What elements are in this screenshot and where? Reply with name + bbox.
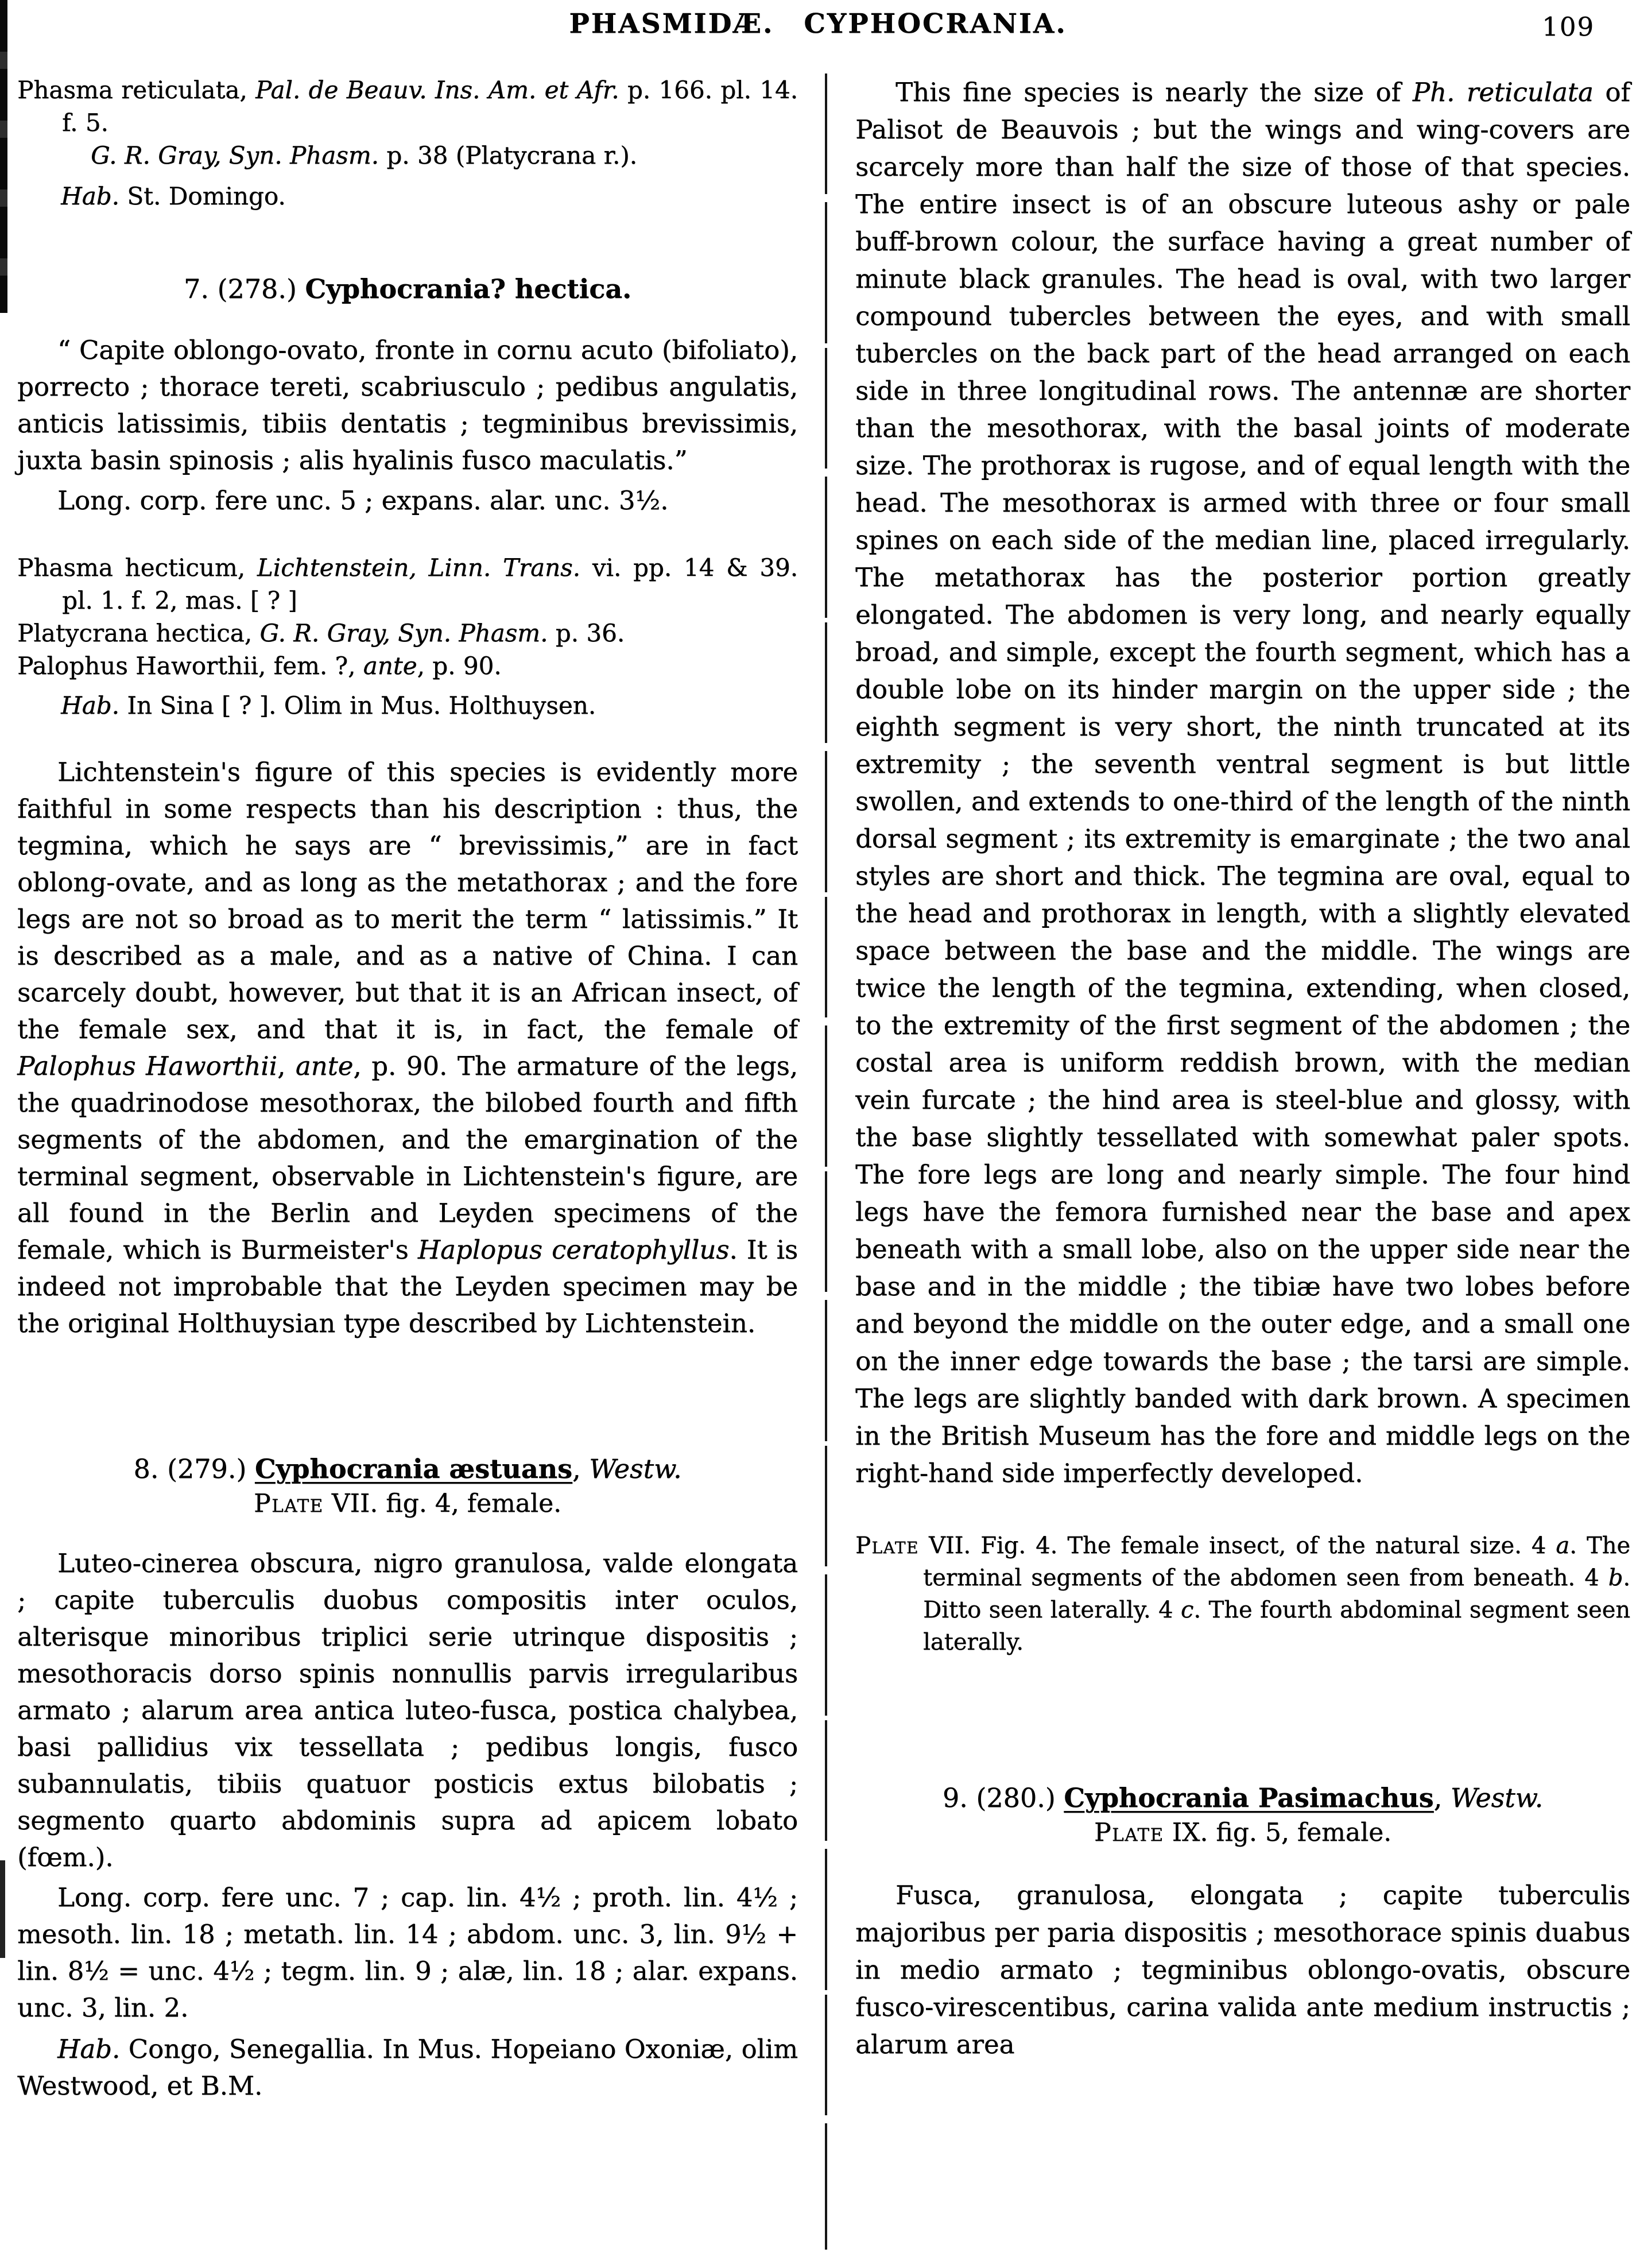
plate-subheading-279: Plate VII. fig. 4, female.: [253, 1489, 562, 1518]
page-number: 109: [1542, 11, 1595, 42]
genus-title: CYPHOCRANIA.: [804, 8, 1067, 40]
synonymy-entry-palophus: Palophus Haworthii, fem. ?, ante, p. 90.: [17, 652, 502, 680]
scan-edge-smudge: [0, 1860, 5, 1958]
right-column: [855, 73, 1630, 2063]
plate-subheading-280: Plate IX. fig. 5, female.: [1094, 1818, 1392, 1847]
species-heading-280: [855, 1780, 1630, 1850]
running-header: [0, 8, 1636, 40]
discussion-paragraph-278: Lichtenstein's figure of this species is evidently more faithful in some respects than his description : thus, the tegmina, which he says are “ brevissimis,” are in fact oblong-ovate, and as long as the metathorax ; and the fore legs are not so broad as to merit the term “ latissimis.” It is described as a male, and as a native of China. I can scarcely doubt, however, but that it is an African insect, of the female sex, and that it is, in fact, the female of Palophus Haworthii, ante, p. 90. The armature of the legs, the quadrinodose mesothorax, the bilobed fourth and fifth segments of the abdomen, and the emargination of the terminal segment, observable in Lichtenstein's figure, are all found in the Berlin and Leyden specimens of the female, which is Burmeister's Haplopus ceratophyllus. It is indeed not improbable that the Leyden specimen may be the original Holthuysian type described by Lichtenstein.: [17, 757, 798, 1338]
synonymy-entry-gray: G. R. Gray, Syn. Phasm. p. 38 (Platycrana r.).: [91, 141, 638, 169]
synonymy-entry-hecticum: Phasma hecticum, Lichtenstein, Linn. Trans. vi. pp. 14 & 39. pl. 1. f. 2, mas. [ ? ]: [17, 554, 798, 614]
latin-diagnosis-279: Luteo-cinerea obscura, nigro granulosa, valde elongata ; capite tuberculis duobus compositis inter oculos, alterisque minoribus triplici serie utrinque dispositis ; mesothoracis dorso spinis nonnullis parvis irregularibus armato ; alarum area antica luteo-fusca, postica chalybea, basi pallidius vix tessellata ; pedibus longis, fusco subannulatis, tibiis quatuor posticis extus bilobatis ; segmento quarto abdominis supra ad apicem lobato (fœm.).: [17, 1548, 798, 1872]
measurements-279: Long. corp. fere unc. 7 ; cap. lin. 4½ ; proth. lin. 4½ ; mesoth. lin. 18 ; metath. lin. 14 ; abdom. unc. 3, lin. 9½ + lin. 8½ = unc. 4½ ; tegm. lin. 9 ; alæ, lin. 18 ; alar. expans. unc. 3, lin. 2.: [17, 1882, 798, 2023]
species-heading-278: 7. (278.) Cyphocrania? hectica.: [183, 273, 632, 304]
habitat-line-sina: Hab. In Sina [ ? ]. Olim in Mus. Holthuysen.: [61, 691, 596, 719]
family-title: PHASMIDÆ.: [569, 8, 774, 40]
synonymy-entry-reticulata: Phasma reticulata, Pal. de Beauv. Ins. Am. et Afr. p. 166. pl. 14. f. 5.: [17, 76, 798, 137]
left-column: [17, 73, 798, 2104]
synonymy-entry-platycrana: Platycrana hectica, G. R. Gray, Syn. Phasm. p. 36.: [17, 619, 625, 647]
scan-edge-smudge: [0, 0, 7, 313]
species-heading-279-name: 8. (279.) Cyphocrania æstuans, Westw.: [133, 1453, 682, 1484]
latin-diagnosis-278: “ Capite oblongo-ovato, fronte in cornu acuto (bifoliato), porrecto ; thorace tereti, scabriusculo ; pedibus angulatis, anticis latissimis, tibiis dentatis ; tegminibus brevissimis, juxta basin spinosis ; alis hyalinis fusco maculatis.”: [17, 335, 798, 475]
measurements-278: Long. corp. fere unc. 5 ; expans. alar. unc. 3½.: [57, 485, 669, 516]
species-heading-280-name: 9. (280.) Cyphocrania Pasimachus, Westw.: [942, 1782, 1544, 1813]
habitat-line-congo: Hab. Congo, Senegallia. In Mus. Hopeiano Oxoniæ, olim Westwood, et B.M.: [17, 2034, 798, 2101]
latin-diagnosis-280: Fusca, granulosa, elongata ; capite tuberculis majoribus per paria dispositis ; mesothorace spinis duabus in medio armato ; tegminibus oblongo-ovatis, obscure fusco-virescentibus, carina valida ante medium instructis ; alarum area: [855, 1880, 1630, 2060]
discussion-paragraph-279: This fine species is nearly the size of Ph. reticulata of Palisot de Beauvois ; but the wings and wing-covers are scarcely more than half the size of those of that species. The entire insect is of an obscure luteous ashy or pale buff-brown colour, the surface having a great number of minute black granules. The head is oval, with two larger compound tubercles between the eyes, and with small tubercles on the back part of the head arranged on each side in three longitudinal rows. The antennæ are shorter than the mesothorax, with the basal joints of moderate size. The prothorax is rugose, and of equal length with the head. The mesothorax is armed with three or four small spines on each side of the median line, placed irregularly. The metathorax has the posterior portion greatly elongated. The abdomen is very long, and nearly equally broad, and simple, except the fourth segment, which has a double lobe on its hinder margin on the upper side ; the eighth segment is very short, the ninth truncated at its extremity ; the seventh ventral segment is but little swollen, and extends to one-third of the length of the ninth dorsal segment ; its extremity is emarginate ; the two anal styles are short and thick. The tegmina are oval, equal to the head and prothorax in length, with a slightly elevated space between the base and the middle. The wings are twice the length of the tegmina, extending, when closed, to the extremity of the first segment of the abdomen ; the costal area is uniform reddish brown, with the median vein furcate ; the hind area is steel-blue and glossy, with the base slightly tessellated with somewhat paler spots. The fore legs are long and nearly simple. The four hind legs have the femora furnished near the base and apex beneath with a small lobe, also on the upper side near the base and in the middle ; the tibiæ have two lobes before and beyond the middle on the outer edge, and a small one on the inner edge towards the base ; the tarsi are simple. The legs are slightly banded with dark brown. A specimen in the British Museum has the fore and middle legs on the right-hand side imperfectly developed.: [855, 77, 1630, 1488]
column-divider-rule: [825, 73, 827, 2250]
species-heading-279: [17, 1451, 798, 1521]
plate-legend-vii: Plate VII. Fig. 4. The female insect, of the natural size. 4 a. The terminal segments of the abdomen seen from beneath. 4 b. Ditto seen laterally. 4 c. The fourth abdominal segment seen laterally.: [855, 1532, 1631, 1655]
habitat-line-domingo: Hab. St. Domingo.: [61, 182, 286, 210]
